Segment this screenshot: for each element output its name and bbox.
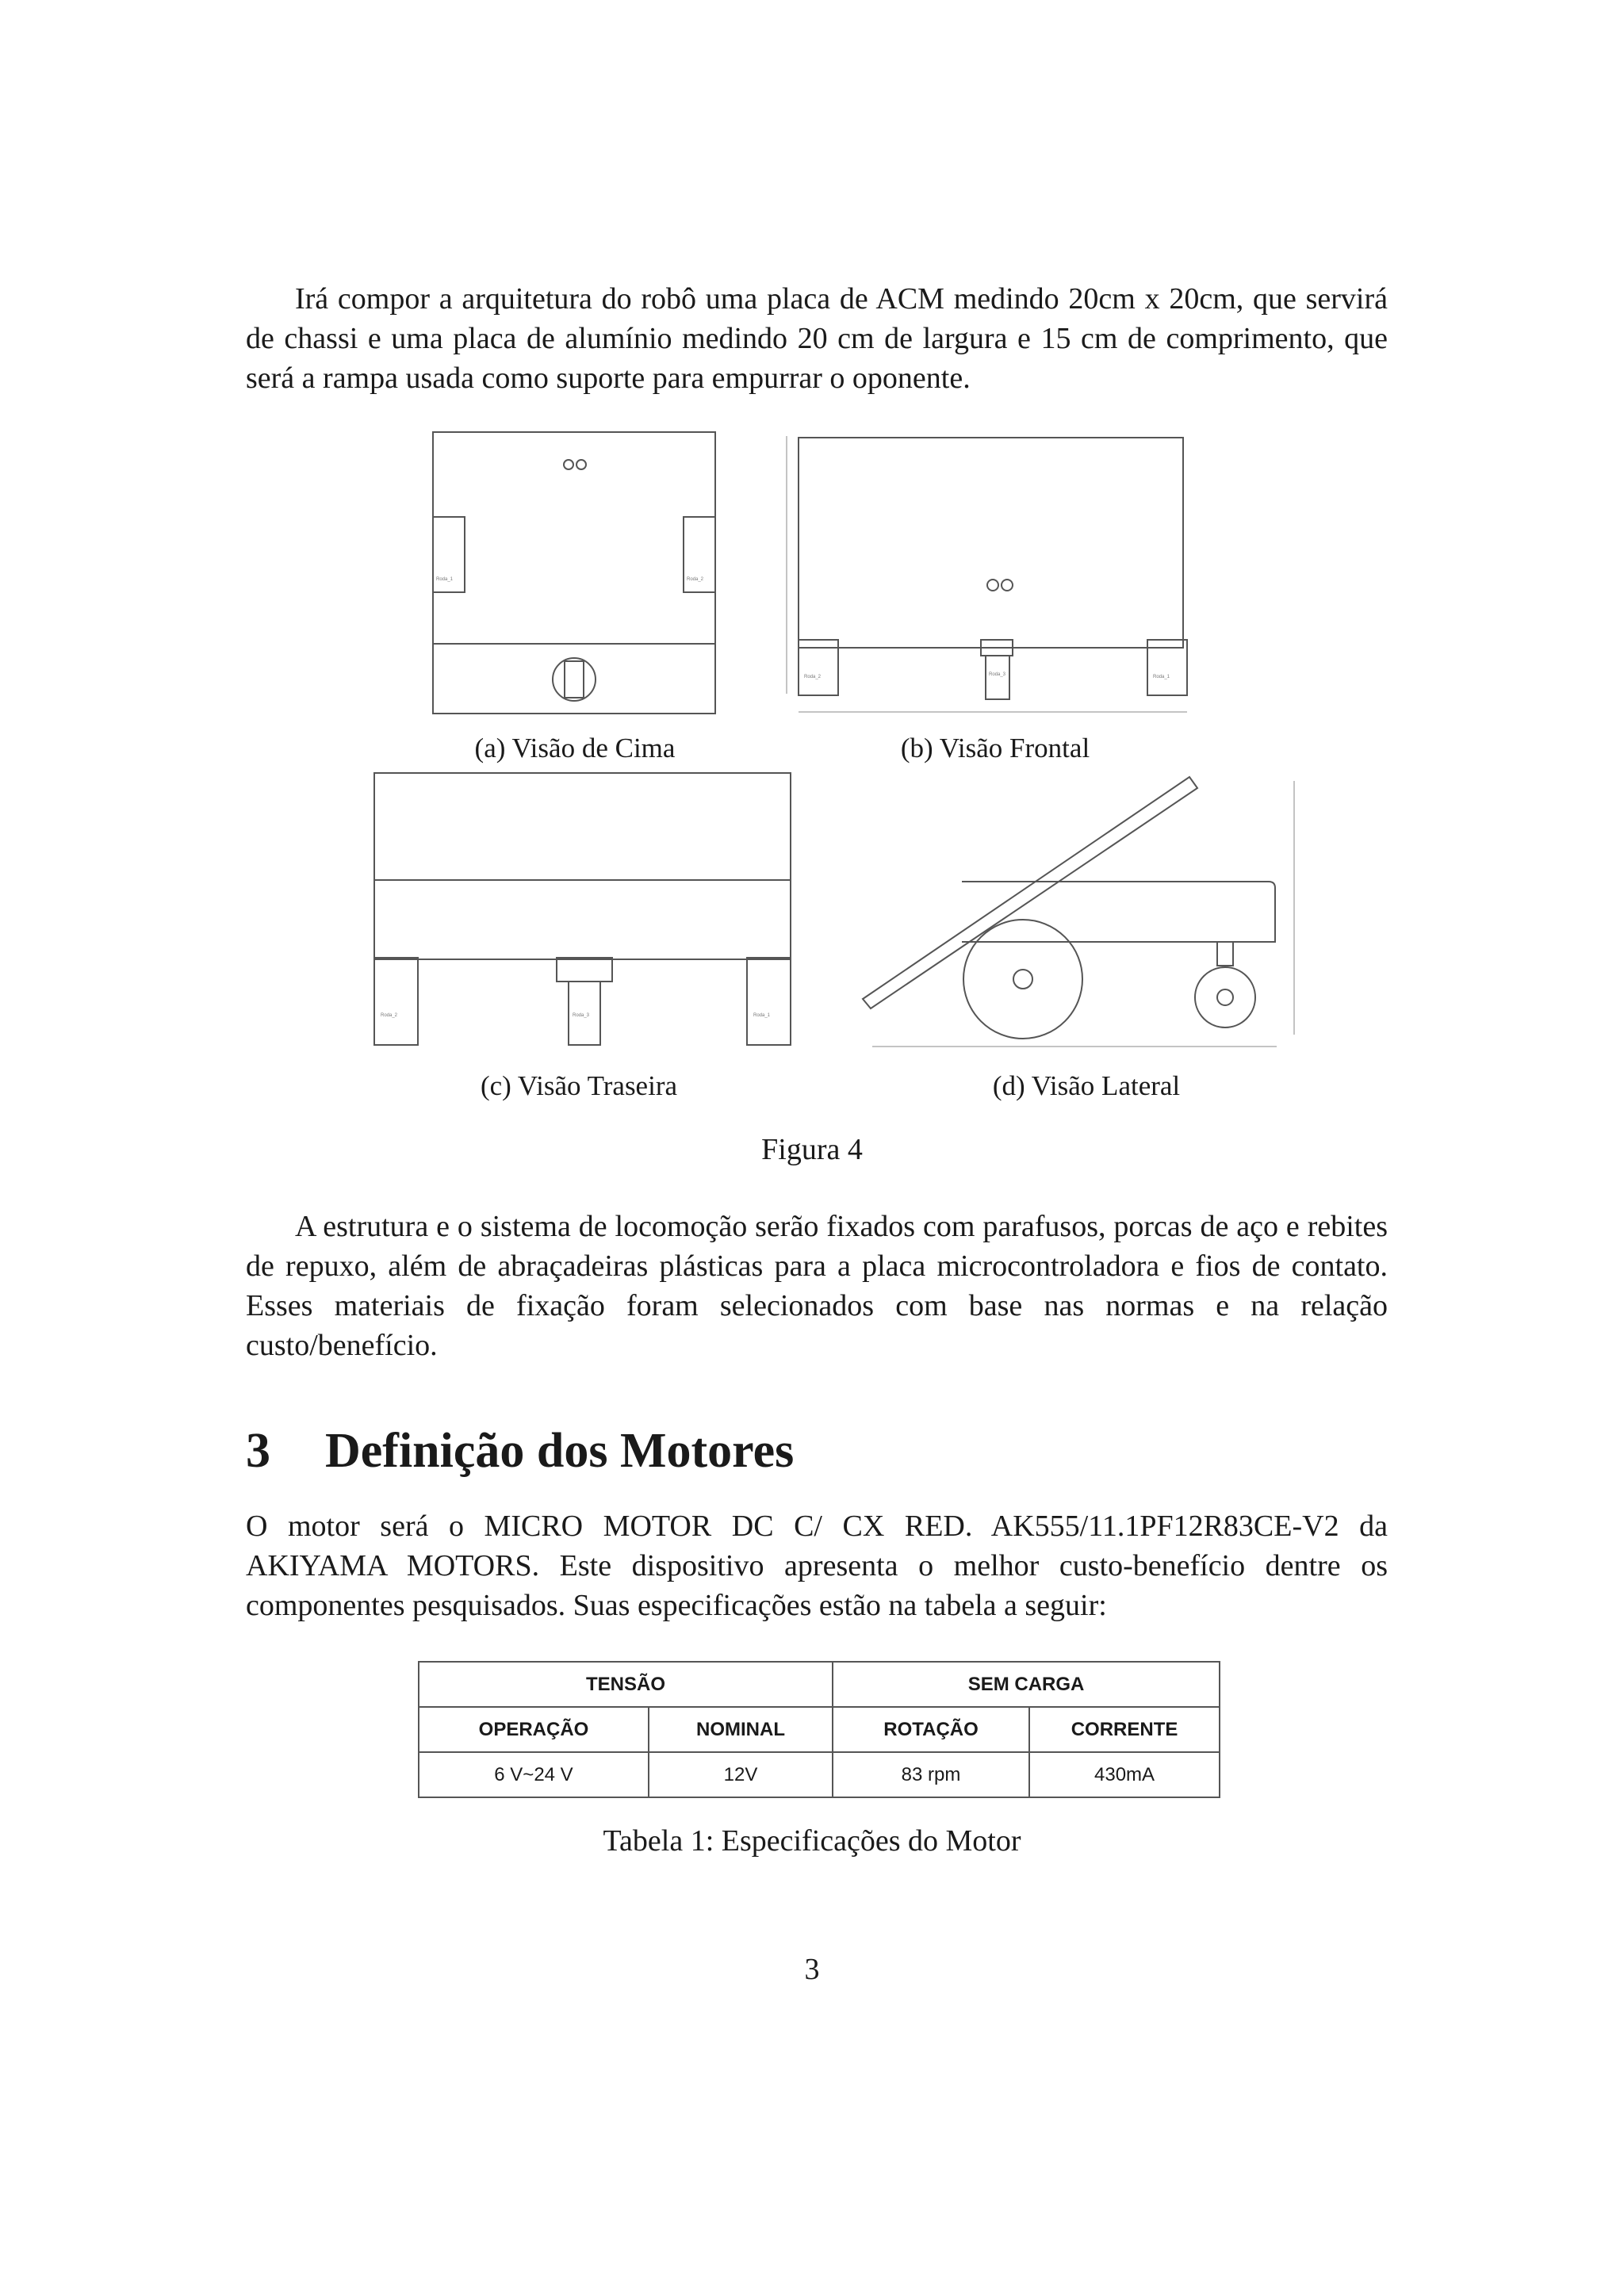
wheel-label-roda-1-top: Roda_1 xyxy=(436,577,454,582)
section-heading xyxy=(246,1419,794,1483)
table-cell-nominal: 12V xyxy=(649,1752,833,1797)
table-caption: Tabela 1: Especificações do Motor xyxy=(603,1824,1021,1858)
table-header-operacao: OPERAÇÃO xyxy=(419,1707,649,1752)
table-group-header-tensao: TENSÃO xyxy=(419,1662,833,1707)
wheel-label-roda-1-front: Roda_1 xyxy=(1153,675,1170,679)
paragraph-motor: O motor será o MICRO MOTOR DC C/ CX RED. AK555/11.1PF12R83CE-V2 da AKIYAMA MOTORS. Este dispositivo apresenta o melhor custo-benefício dentre os componentes pesquisados. Suas especificações estão na tabela a seguir: xyxy=(246,1510,1388,1622)
paragraph-structure: A estrutura e o sistema de locomoção serão fixados com parafusos, porcas de aço e rebites de repuxo, além de abraçadeiras plásticas para a placa microcontroladora e fios de contato. Esses materiais de fixação foram selecionados com base nas normas e na relação custo/benefício. xyxy=(246,1210,1388,1362)
caption-top-view: (a) Visão de Cima xyxy=(474,733,676,763)
wheel-label-roda-3-front: Roda_3 xyxy=(989,672,1006,677)
page-number: 3 xyxy=(804,1953,820,1986)
section-title: Definição dos Motores xyxy=(325,1424,795,1478)
figure-front-view xyxy=(779,428,1207,721)
wheel-label-roda-2-top: Roda_2 xyxy=(687,577,704,582)
figure-rear-view xyxy=(366,769,801,1054)
table-header-corrente: CORRENTE xyxy=(1029,1707,1220,1752)
table-row xyxy=(419,1752,1220,1797)
table-group-header-sem-carga: SEM CARGA xyxy=(833,1662,1220,1707)
table-header-nominal: NOMINAL xyxy=(649,1707,833,1752)
figure-top-view xyxy=(428,428,722,721)
paragraph-intro: Irá compor a arquitetura do robô uma placa de ACM medindo 20cm x 20cm, que servirá de chassi e uma placa de alumínio medindo 20 cm de largura e 15 cm de comprimento, que será a rampa usada como suporte para empurrar o oponente. xyxy=(246,282,1388,395)
caption-rear-view: (c) Visão Traseira xyxy=(480,1070,678,1101)
wheel-label-roda-2-rear: Roda_2 xyxy=(381,1013,398,1018)
caption-side-view: (d) Visão Lateral xyxy=(992,1070,1181,1101)
table-header-rotacao: ROTAÇÃO xyxy=(833,1707,1029,1752)
table-group-header-row xyxy=(419,1662,1220,1707)
wheel-label-roda-1-rear: Roda_1 xyxy=(753,1013,771,1018)
section-number: 3 xyxy=(246,1424,270,1478)
figure-caption: Figura 4 xyxy=(761,1133,863,1166)
table-cell-corrente: 430mA xyxy=(1029,1752,1220,1797)
table-cell-operacao: 6 V~24 V xyxy=(419,1752,649,1797)
caption-front-view: (b) Visão Frontal xyxy=(900,733,1090,763)
wheel-label-roda-3-rear: Roda_3 xyxy=(573,1013,590,1018)
motor-spec-table xyxy=(418,1661,1220,1798)
wheel-label-roda-2-front: Roda_2 xyxy=(804,675,822,679)
figure-side-view xyxy=(856,769,1316,1056)
table-cell-rotacao: 83 rpm xyxy=(833,1752,1029,1797)
table-column-header-row xyxy=(419,1707,1220,1752)
